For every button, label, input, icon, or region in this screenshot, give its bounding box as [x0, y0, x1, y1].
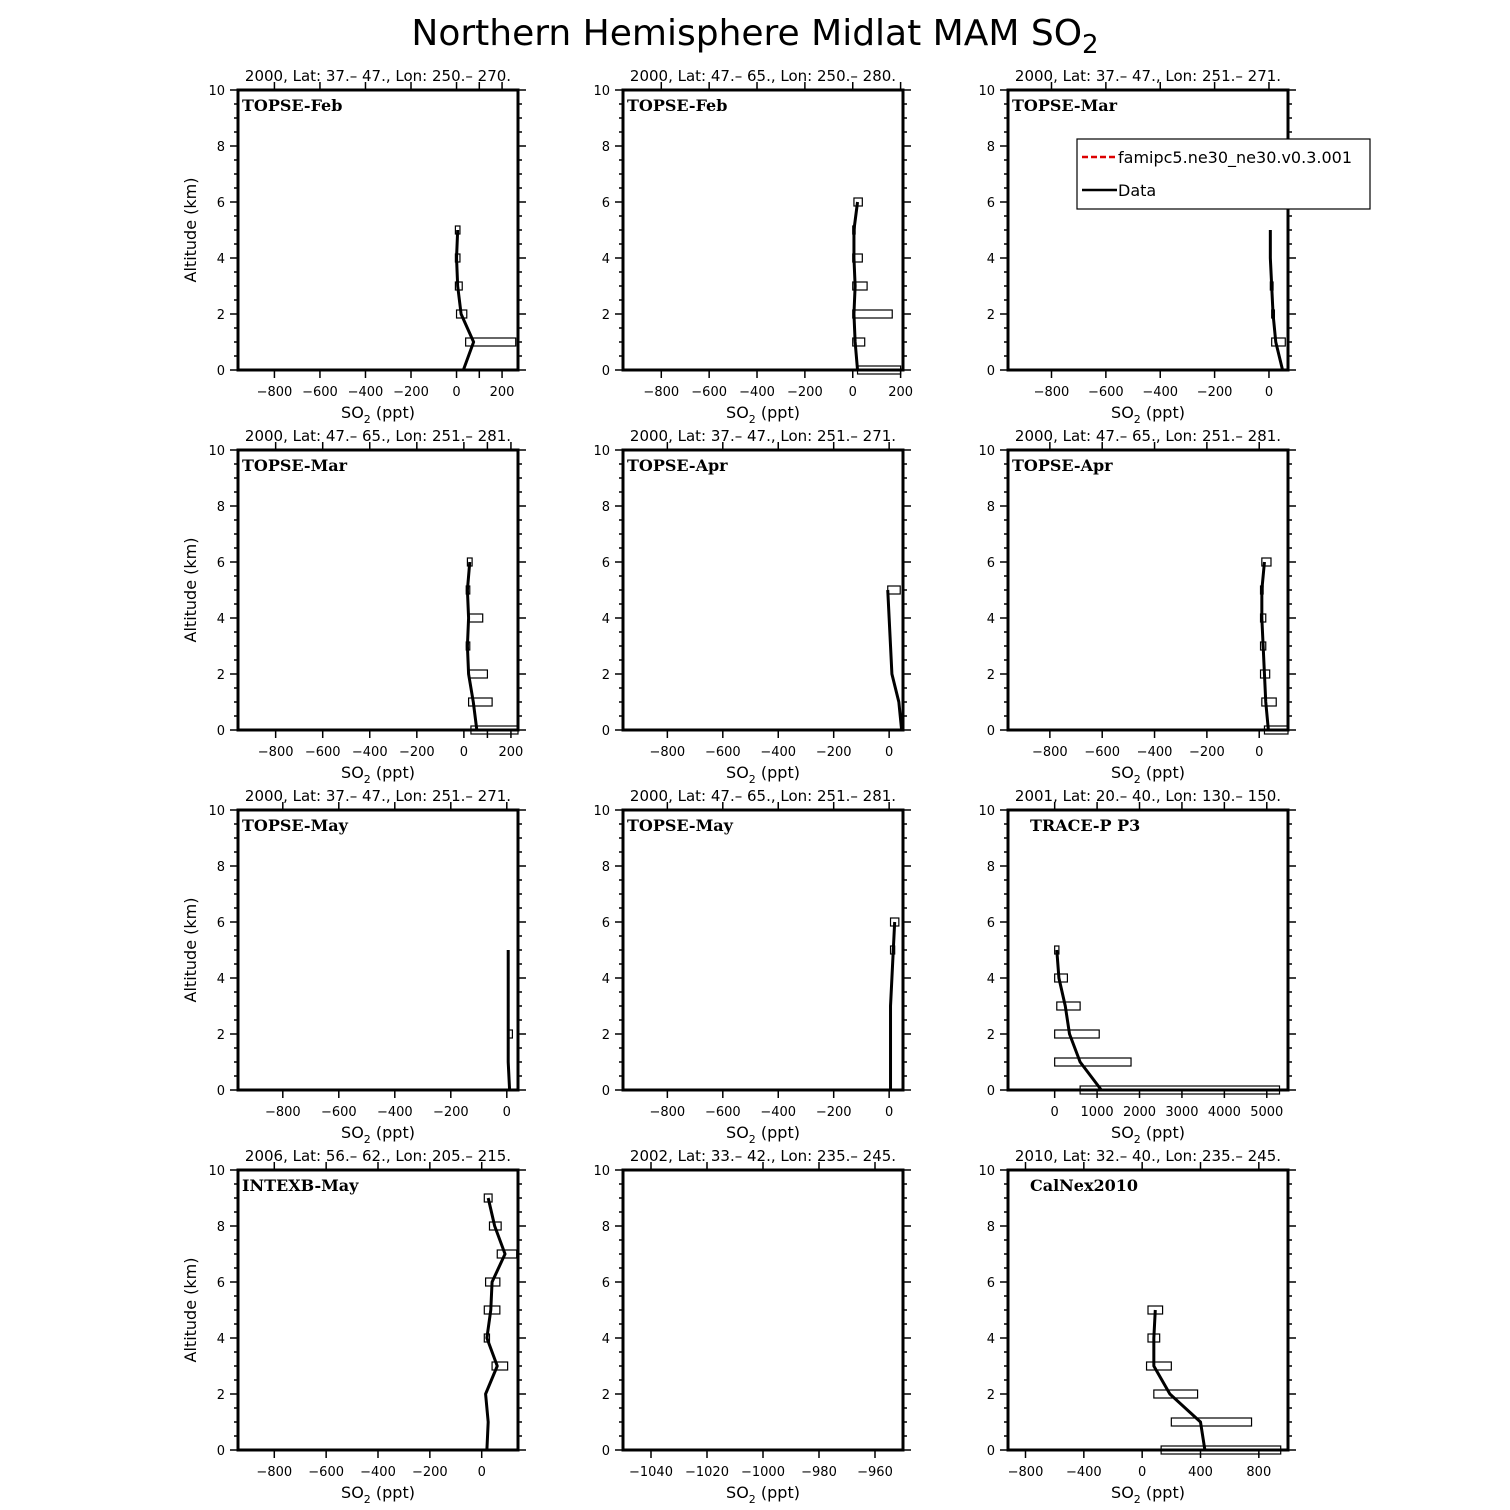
panel-title: 2002, Lat: 33.– 42., Lon: 235.– 245.	[629, 1147, 897, 1165]
y-tick-label: 4	[601, 972, 610, 987]
x-axis-label-main: SO	[726, 1483, 749, 1502]
plot-frame	[238, 1170, 518, 1450]
panel-2	[593, 67, 913, 426]
data-profile-line	[457, 230, 474, 370]
x-axis-label-main: SO	[1111, 1483, 1134, 1502]
x-axis-label	[341, 403, 415, 426]
plot-frame	[623, 810, 903, 1090]
y-tick-label: 8	[216, 860, 225, 875]
y-tick-label: 0	[601, 1444, 610, 1459]
x-axis-label-main: SO	[341, 1123, 364, 1142]
panel-title: 2000, Lat: 47.– 65., Lon: 251.– 281.	[1014, 427, 1282, 445]
y-tick-label: 8	[986, 1220, 995, 1235]
data-profile-line	[1154, 1310, 1205, 1450]
data-profile-line	[1270, 230, 1282, 370]
y-tick-label: 0	[216, 1444, 225, 1459]
error-bar-box	[497, 1250, 516, 1258]
x-tick-label: −600	[308, 1465, 345, 1480]
panel-title: 2000, Lat: 47.– 65., Lon: 251.– 281.	[629, 787, 897, 805]
panel-4	[181, 427, 526, 786]
x-tick-label: −200	[393, 385, 429, 400]
error-bar-box	[469, 670, 488, 678]
panel-7	[181, 787, 526, 1146]
x-tick-label: −980	[801, 1465, 837, 1480]
error-bar-box	[469, 614, 483, 622]
y-tick-label: 4	[986, 1332, 995, 1347]
x-tick-label: −400	[347, 385, 384, 400]
campaign-label: TOPSE-Apr	[627, 456, 728, 475]
x-axis-label-unit: (ppt)	[1140, 403, 1185, 422]
y-tick-label: 0	[986, 1444, 995, 1459]
error-bar-box	[1154, 1390, 1198, 1398]
x-tick-label: −400	[376, 1105, 413, 1120]
x-axis-label-unit: (ppt)	[1140, 1483, 1185, 1502]
y-tick-label: 8	[216, 1220, 225, 1235]
x-axis-label-unit: (ppt)	[370, 403, 415, 422]
x-tick-label: −400	[760, 1105, 797, 1120]
y-tick-label: 0	[986, 364, 995, 379]
panel-title: 2000, Lat: 37.– 47., Lon: 250.– 270.	[244, 67, 512, 85]
figure-title-subscript: 2	[1082, 30, 1099, 60]
x-tick-label: −200	[432, 1105, 469, 1120]
error-bar-box	[492, 1362, 508, 1370]
y-tick-label: 8	[216, 140, 225, 155]
x-axis-label	[341, 1123, 415, 1146]
x-tick-label: −400	[1136, 745, 1173, 760]
error-bar-box	[1147, 1362, 1172, 1370]
x-axis-label	[1111, 1483, 1185, 1506]
y-tick-label: 2	[601, 308, 610, 323]
y-tick-label: 0	[601, 1084, 610, 1099]
data-profile-line	[508, 950, 509, 1090]
x-tick-label: −800	[649, 1105, 686, 1120]
x-tick-label: −200	[1196, 385, 1233, 400]
error-bar-box	[1262, 698, 1276, 706]
y-tick-label: 6	[216, 1276, 225, 1291]
y-tick-label: 8	[216, 500, 225, 515]
x-tick-label: 0	[1264, 385, 1274, 400]
y-tick-label: 2	[601, 668, 610, 683]
x-axis-label-subscript: 2	[748, 773, 756, 786]
y-tick-label: 10	[593, 1164, 610, 1179]
y-tick-label: 2	[216, 668, 225, 683]
x-axis-label	[1111, 403, 1185, 426]
x-axis-label	[726, 763, 800, 786]
error-bar-box	[1171, 1418, 1251, 1426]
y-tick-label: 10	[593, 804, 610, 819]
x-axis-label-subscript: 2	[1133, 1493, 1141, 1506]
y-tick-label: 4	[601, 1332, 610, 1347]
x-tick-label: −1000	[741, 1465, 785, 1480]
x-tick-label: 0	[884, 745, 894, 760]
error-bar-box	[1057, 1002, 1080, 1010]
x-axis-label	[1111, 1123, 1185, 1146]
x-tick-label: −800	[1033, 385, 1070, 400]
plot-frame	[238, 810, 518, 1090]
x-axis-label-main: SO	[1111, 1123, 1134, 1142]
x-axis-label-unit: (ppt)	[755, 1123, 800, 1142]
y-tick-label: 10	[978, 804, 995, 819]
x-tick-label: −400	[360, 1465, 396, 1480]
x-axis-label-main: SO	[1111, 403, 1134, 422]
error-bar-box	[1055, 1058, 1131, 1066]
x-axis-label-main: SO	[726, 763, 749, 782]
campaign-label: TOPSE-Mar	[1012, 96, 1118, 115]
y-tick-label: 6	[601, 916, 610, 931]
x-tick-label: −800	[643, 385, 680, 400]
panel-title: 2001, Lat: 20.– 40., Lon: 130.– 150.	[1014, 787, 1282, 805]
campaign-label: INTEXB-May	[242, 1176, 359, 1195]
x-tick-label: 0	[477, 1465, 486, 1480]
y-tick-label: 10	[978, 444, 995, 459]
x-axis-label-unit: (ppt)	[755, 1483, 800, 1502]
x-axis-label-subscript: 2	[1133, 1133, 1141, 1146]
x-axis-label-subscript: 2	[363, 773, 371, 786]
y-tick-label: 4	[216, 612, 225, 627]
y-tick-label: 0	[986, 1084, 995, 1099]
campaign-label: TRACE-P P3	[1030, 816, 1141, 835]
x-tick-label: 0	[1138, 1465, 1147, 1480]
x-tick-label: −200	[1189, 745, 1225, 760]
y-tick-label: 2	[216, 308, 225, 323]
panel-6	[978, 427, 1296, 786]
panel-9	[978, 787, 1296, 1146]
y-tick-label: 4	[986, 972, 995, 987]
y-tick-label: 10	[593, 444, 610, 459]
y-tick-label: 6	[601, 196, 610, 211]
panel-11	[593, 1147, 911, 1506]
x-axis-label-main: SO	[341, 1483, 364, 1502]
y-axis-label: Altitude (km)	[181, 897, 200, 1003]
y-tick-label: 10	[978, 84, 995, 99]
x-tick-label: −600	[302, 385, 338, 400]
x-tick-label: −1020	[685, 1465, 729, 1480]
x-tick-label: −200	[815, 1105, 852, 1120]
plot-frame	[623, 450, 903, 730]
panel-title: 2000, Lat: 47.– 65., Lon: 251.– 281.	[244, 427, 512, 445]
x-tick-label: 2000	[1122, 1105, 1157, 1120]
x-axis-label-main: SO	[726, 1123, 749, 1142]
error-bar-box	[1055, 1030, 1100, 1038]
y-tick-label: 10	[978, 1164, 995, 1179]
x-tick-label: 4000	[1207, 1105, 1241, 1120]
y-tick-label: 0	[216, 724, 225, 739]
panel-10	[181, 1147, 526, 1506]
y-tick-label: 0	[601, 724, 610, 739]
y-tick-label: 2	[216, 1388, 225, 1403]
x-tick-label: −800	[1007, 1465, 1044, 1480]
y-tick-label: 0	[986, 724, 995, 739]
x-axis-label	[726, 1123, 800, 1146]
plot-frame	[238, 90, 518, 370]
panels-grid	[181, 67, 1296, 1506]
x-tick-label: 0	[1255, 745, 1264, 760]
y-tick-label: 4	[986, 612, 995, 627]
y-tick-label: 6	[216, 196, 225, 211]
legend-label: famipc5.ne30_ne30.v0.3.001	[1118, 148, 1352, 167]
y-tick-label: 0	[216, 364, 225, 379]
x-tick-label: −400	[1142, 385, 1179, 400]
y-tick-label: 2	[601, 1028, 610, 1043]
x-axis-label-subscript: 2	[363, 1493, 371, 1506]
x-tick-label: −600	[704, 1105, 741, 1120]
y-tick-label: 2	[986, 1028, 995, 1043]
y-tick-label: 6	[986, 916, 995, 931]
x-tick-label: 0	[848, 385, 857, 400]
x-tick-label: −600	[1084, 745, 1121, 760]
y-tick-label: 10	[208, 84, 225, 99]
x-tick-label: −400	[351, 745, 388, 760]
y-tick-label: 2	[601, 1388, 610, 1403]
data-profile-line	[1262, 562, 1269, 730]
x-tick-label: −600	[704, 745, 741, 760]
x-tick-label: 5000	[1250, 1105, 1284, 1120]
x-tick-label: 200	[498, 745, 524, 760]
campaign-label: TOPSE-Feb	[627, 96, 728, 115]
data-profile-line	[486, 1198, 505, 1450]
y-tick-label: 8	[601, 1220, 610, 1235]
x-axis-label-main: SO	[726, 403, 749, 422]
x-tick-label: −200	[411, 1465, 448, 1480]
x-tick-label: 0	[1050, 1105, 1059, 1120]
y-tick-label: 2	[216, 1028, 225, 1043]
y-tick-label: 6	[216, 916, 225, 931]
x-axis-label-subscript: 2	[1133, 413, 1141, 426]
y-tick-label: 2	[986, 1388, 995, 1403]
x-tick-label: −600	[304, 745, 341, 760]
error-bar-box	[888, 586, 900, 594]
panel-1	[181, 67, 526, 426]
panel-5	[593, 427, 911, 786]
y-tick-label: 6	[216, 556, 225, 571]
y-tick-label: 8	[986, 500, 995, 515]
y-tick-label: 4	[216, 1332, 225, 1347]
y-axis-label: Altitude (km)	[181, 177, 200, 283]
y-tick-label: 8	[601, 140, 610, 155]
plot-frame	[1008, 90, 1288, 370]
error-bar-box	[853, 310, 892, 318]
plot-frame	[1008, 450, 1288, 730]
x-tick-label: −800	[649, 745, 686, 760]
data-profile-line	[1057, 950, 1102, 1090]
y-tick-label: 4	[601, 612, 610, 627]
x-tick-label: 0	[884, 1105, 894, 1120]
campaign-label: CalNex2010	[1030, 1176, 1139, 1195]
x-tick-label: −800	[257, 745, 294, 760]
panel-title: 2000, Lat: 37.– 47., Lon: 251.– 271.	[629, 427, 897, 445]
plot-frame	[238, 450, 518, 730]
x-tick-label: −200	[398, 745, 435, 760]
x-tick-label: 800	[1246, 1465, 1272, 1480]
x-tick-label: −800	[256, 385, 293, 400]
y-axis-label: Altitude (km)	[181, 537, 200, 643]
x-axis-label	[726, 403, 800, 426]
x-axis-label-unit: (ppt)	[1140, 1123, 1185, 1142]
figure-title: Northern Hemisphere Midlat MAM $SO_2$	[411, 13, 1099, 60]
y-tick-label: 10	[208, 1164, 225, 1179]
panel-12	[978, 1147, 1296, 1506]
data-profile-line	[854, 202, 858, 370]
panel-title: 2000, Lat: 37.– 47., Lon: 251.– 271.	[1014, 67, 1282, 85]
x-tick-label: 400	[1188, 1465, 1213, 1480]
y-tick-label: 6	[986, 556, 995, 571]
x-axis-label	[726, 1483, 800, 1506]
x-axis-label	[341, 1483, 415, 1506]
legend	[1077, 139, 1370, 209]
x-axis-label-subscript: 2	[363, 413, 371, 426]
y-axis-label: Altitude (km)	[181, 1257, 200, 1363]
x-axis-label-unit: (ppt)	[1140, 763, 1185, 782]
panel-8	[593, 787, 911, 1146]
x-axis-label-subscript: 2	[1133, 773, 1141, 786]
x-tick-label: 3000	[1165, 1105, 1199, 1120]
y-tick-label: 0	[601, 364, 610, 379]
campaign-label: TOPSE-Mar	[242, 456, 348, 475]
campaign-label: TOPSE-May	[627, 816, 733, 835]
x-axis-label-main: SO	[341, 763, 364, 782]
y-tick-label: 8	[986, 140, 995, 155]
x-tick-label: 200	[888, 385, 914, 400]
campaign-label: TOPSE-May	[242, 816, 348, 835]
x-axis-label-unit: (ppt)	[370, 1123, 415, 1142]
x-tick-label: −600	[320, 1105, 357, 1120]
y-tick-label: 10	[593, 84, 610, 99]
x-axis-label-subscript: 2	[748, 1493, 756, 1506]
campaign-label: TOPSE-Feb	[242, 96, 343, 115]
y-tick-label: 8	[986, 860, 995, 875]
panel-title: 2000, Lat: 47.– 65., Lon: 250.– 280.	[629, 67, 897, 85]
x-tick-label: −200	[815, 745, 852, 760]
legend-label: Data	[1118, 181, 1157, 200]
y-tick-label: 8	[601, 500, 610, 515]
y-tick-label: 0	[216, 1084, 225, 1099]
x-axis-label	[341, 763, 415, 786]
x-tick-label: −800	[1032, 745, 1068, 760]
x-axis-label-subscript: 2	[748, 413, 756, 426]
error-bar-box	[1272, 338, 1286, 346]
y-tick-label: 4	[216, 972, 225, 987]
x-tick-label: −960	[857, 1465, 893, 1480]
plot-frame	[623, 1170, 903, 1450]
y-tick-label: 6	[601, 1276, 610, 1291]
x-tick-label: 1000	[1080, 1105, 1114, 1120]
y-tick-label: 6	[601, 556, 610, 571]
y-tick-label: 8	[601, 860, 610, 875]
data-profile-line	[888, 590, 902, 730]
x-tick-label: −600	[1088, 385, 1124, 400]
panel-title: 2006, Lat: 56.– 62., Lon: 205.– 215.	[244, 1147, 512, 1165]
x-tick-label: 200	[489, 385, 515, 400]
panel-title: 2000, Lat: 37.– 47., Lon: 251.– 271.	[244, 787, 512, 805]
x-axis-label	[1111, 763, 1185, 786]
x-tick-label: −200	[787, 385, 823, 400]
y-tick-label: 6	[986, 1276, 995, 1291]
x-tick-label: −400	[1065, 1465, 1102, 1480]
x-axis-label-unit: (ppt)	[755, 763, 800, 782]
y-tick-label: 10	[208, 444, 225, 459]
x-tick-label: 0	[452, 385, 461, 400]
x-tick-label: −400	[760, 745, 797, 760]
plot-frame	[623, 90, 903, 370]
y-tick-label: 4	[216, 252, 225, 267]
x-axis-label-unit: (ppt)	[370, 1483, 415, 1502]
panel-title: 2010, Lat: 32.– 40., Lon: 235.– 245.	[1014, 1147, 1282, 1165]
x-axis-label-subscript: 2	[363, 1133, 371, 1146]
x-axis-label-subscript: 2	[748, 1133, 756, 1146]
x-axis-label-main: SO	[1111, 763, 1134, 782]
x-tick-label: 0	[502, 1105, 511, 1120]
y-tick-label: 2	[986, 668, 995, 683]
y-tick-label: 2	[986, 308, 995, 323]
x-tick-label: −1040	[629, 1465, 673, 1480]
x-tick-label: 0	[459, 745, 469, 760]
panel-3	[978, 67, 1296, 426]
x-tick-label: −800	[256, 1465, 293, 1480]
x-tick-label: −400	[739, 385, 775, 400]
y-tick-label: 4	[601, 252, 610, 267]
y-tick-label: 4	[986, 252, 995, 267]
x-axis-label-unit: (ppt)	[755, 403, 800, 422]
x-axis-label-main: SO	[341, 403, 364, 422]
campaign-label: TOPSE-Apr	[1012, 456, 1113, 475]
plot-frame	[1008, 810, 1288, 1090]
y-tick-label: 10	[208, 804, 225, 819]
x-axis-label-unit: (ppt)	[370, 763, 415, 782]
data-profile-line	[891, 922, 895, 1090]
x-tick-label: −600	[691, 385, 728, 400]
x-tick-label: −800	[264, 1105, 301, 1120]
y-tick-label: 6	[986, 196, 995, 211]
